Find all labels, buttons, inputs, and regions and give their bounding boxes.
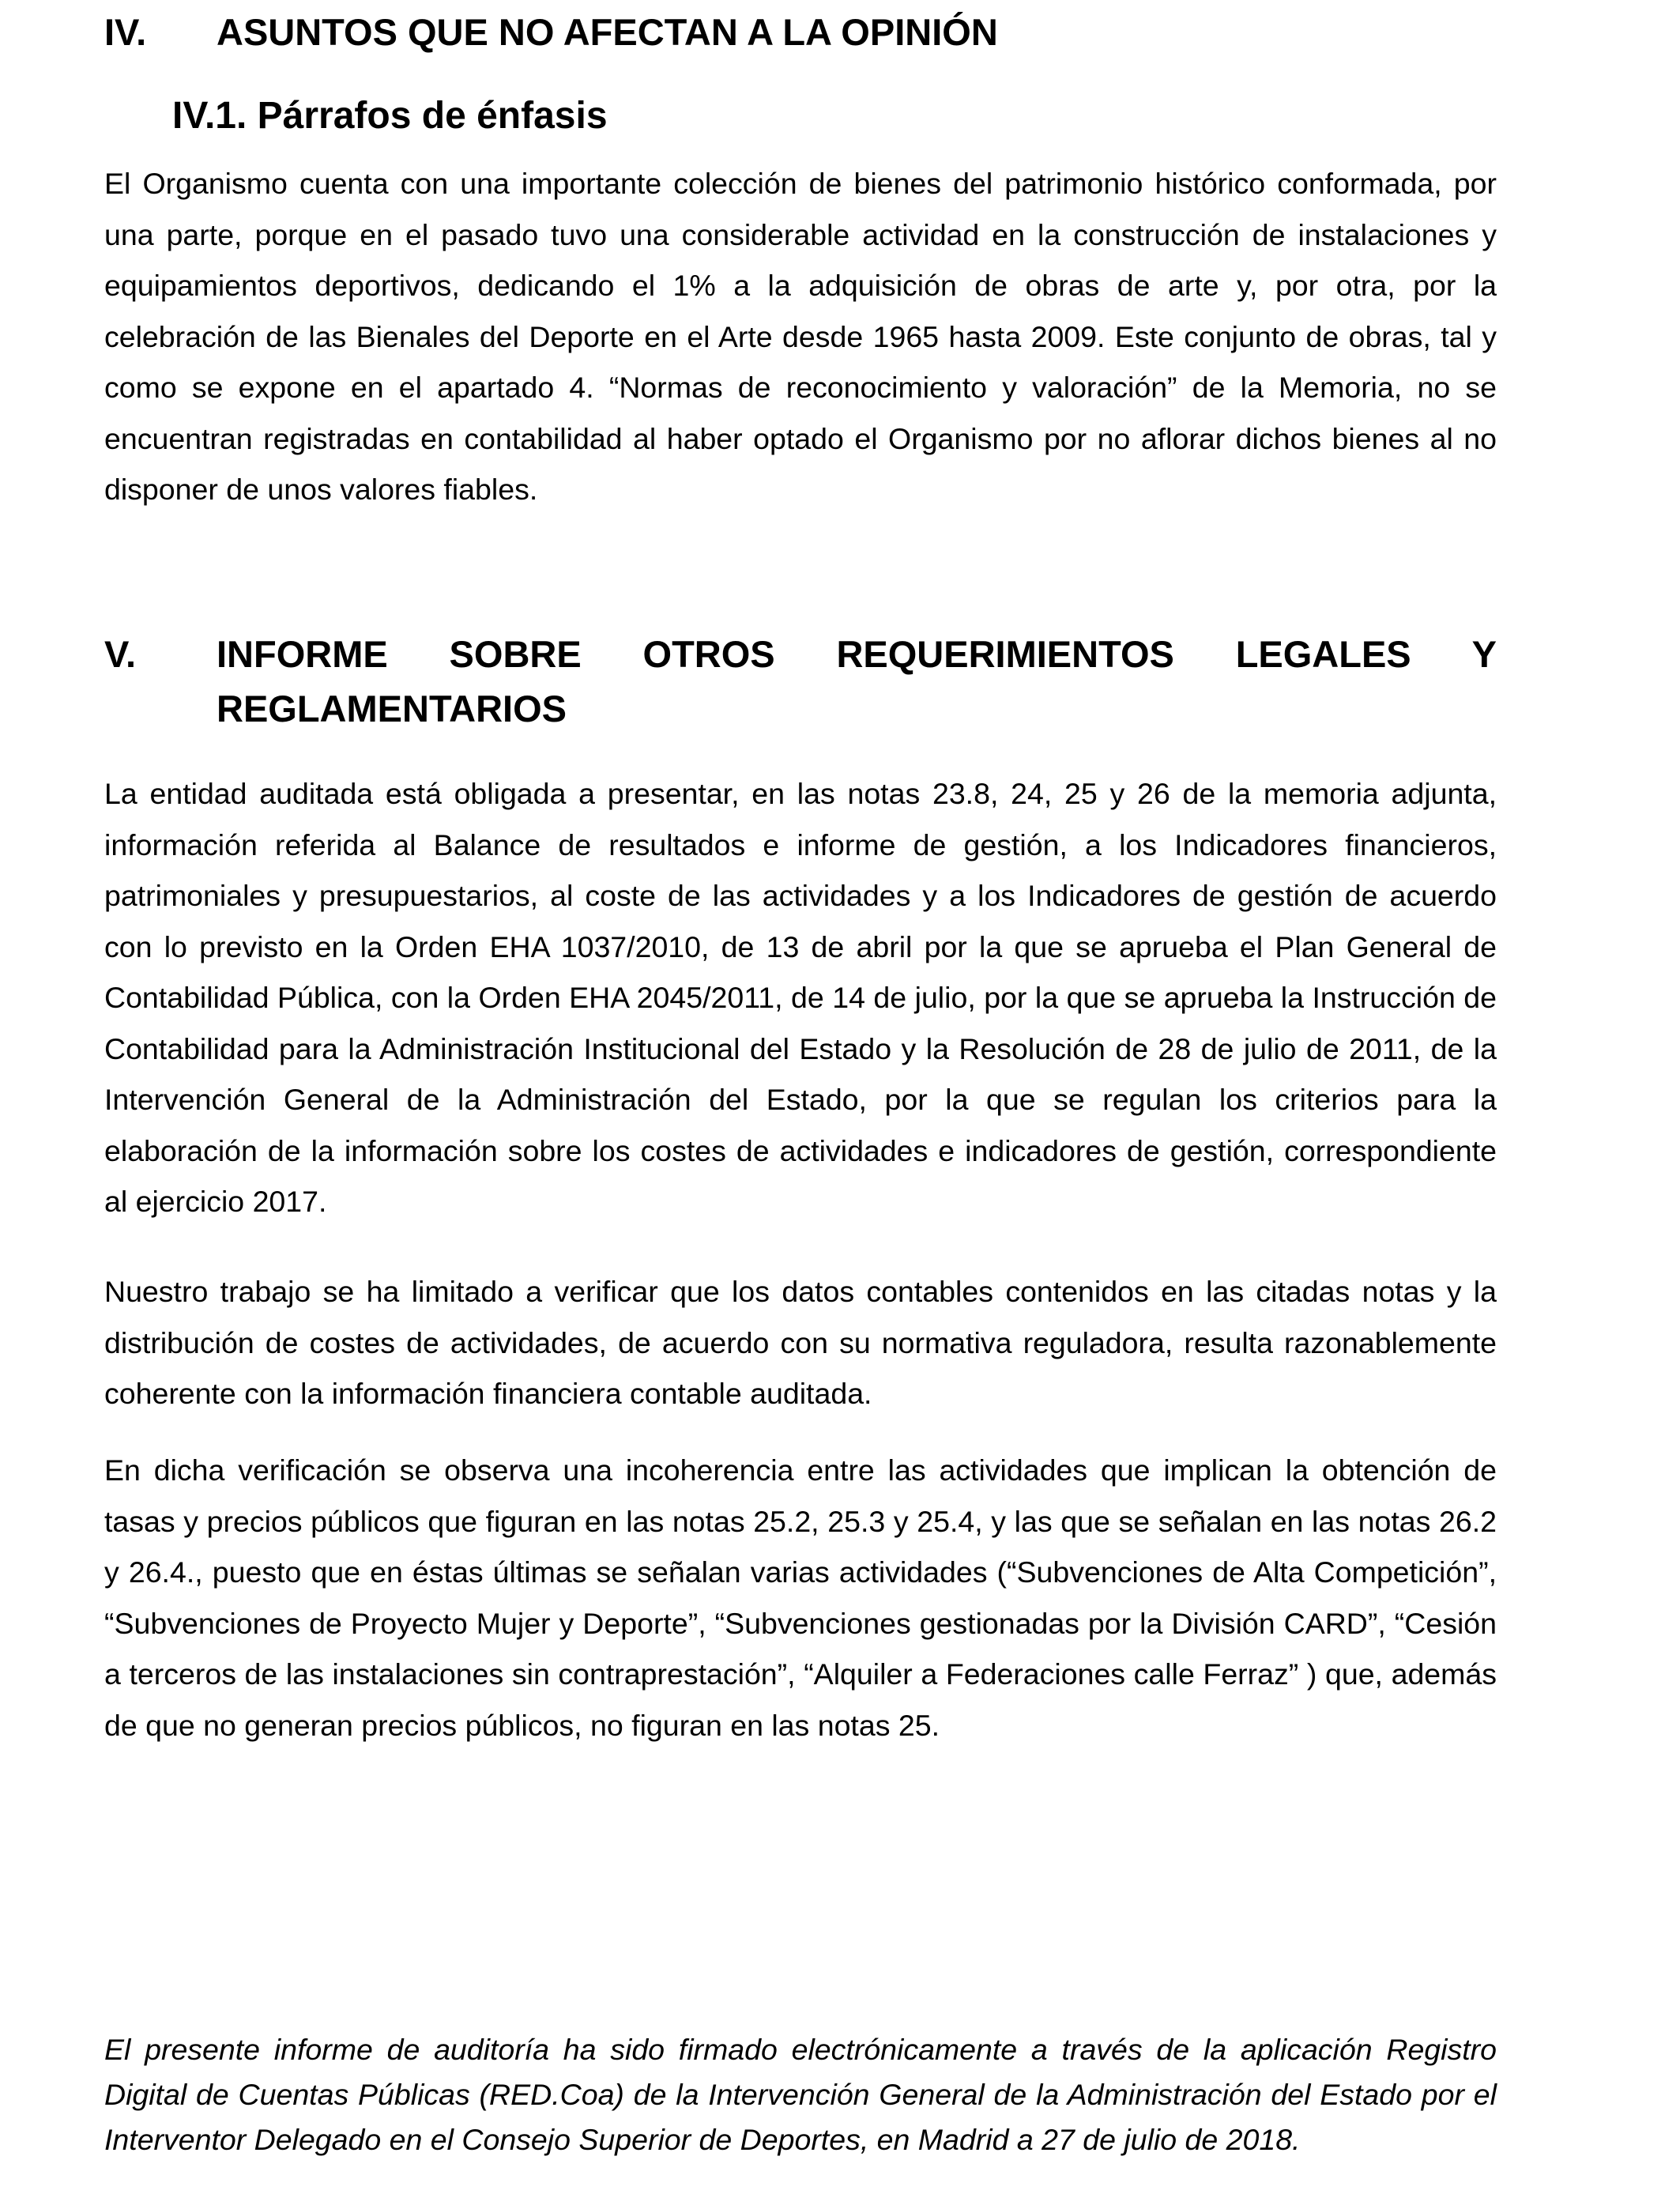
section-iv-title: ASUNTOS QUE NO AFECTAN A LA OPINIÓN [217, 11, 998, 53]
section-v-heading [104, 627, 1497, 682]
section-iv-heading [104, 5, 1497, 60]
signature-note: El presente informe de auditoría ha sido firmado electrónicamente a través de la aplicación Registro Digital de Cuentas Públicas (RED.Coa) de la Intervención General de la Administración del Estado por el Interventor Delegado en el Consejo Superior de Deportes, en Madrid a 27 de julio de 2018. [104, 2033, 1497, 2156]
section-iv-paragraph: El Organismo cuenta con una importante colección de bienes del patrimonio histórico conformada, por una parte, porque en el pasado tuvo una considerable actividad en la construcción de instalaciones y equipamientos deportivos, dedicando el 1% a la adquisición de obras de arte y, por otra, por la celebración de las Bienales del Deporte en el Arte desde 1965 hasta 2009. Este conjunto de obras, tal y como se expone en el apartado 4. “Normas de reconocimiento y valoración” de la Memoria, no se encuentran registradas en contabilidad al haber optado el Organismo por no aflorar dichos bienes al no disponer de unos valores fiables. [104, 167, 1497, 506]
section-iv-number: IV. [104, 11, 147, 53]
section-v-title-line1: INFORME SOBRE OTROS REQUERIMIENTOS LEGALES Y [217, 633, 1497, 675]
section-v-paragraph-3: En dicha verificación se observa una incoherencia entre las actividades que implican la obtención de tasas y precios públicos que figuran en las notas 25.2, 25.3 y 25.4, y las que se señalan en las notas 26.2 y 26.4., puesto que en éstas últimas se señalan varias actividades (“Subvenciones de Alta Competición”, “Subvenciones de Proyecto Mujer y Deporte”, “Subvenciones gestionadas por la División CARD”, “Cesión a terceros de las instalaciones sin contraprestación”, “Alquiler a Federaciones calle Ferraz” ) que, además de que no generan precios públicos, no figuran en las notas 25. [104, 1453, 1497, 1742]
subsection-iv-1-heading: IV.1. Párrafos de énfasis [172, 95, 608, 137]
section-v-number: V. [104, 633, 137, 675]
section-v-title-line2: REGLAMENTARIOS [217, 688, 567, 729]
section-v-heading-continued [104, 681, 1497, 737]
section-v-paragraph-1: La entidad auditada está obligada a presentar, en las notas 23.8, 24, 25 y 26 de la memoria adjunta, información referida al Balance de resultados e informe de gestión, a los Indicadores financieros, patrimoniales y presupuestarios, al coste de las actividades y a los Indicadores de gestión de acuerdo con lo previsto en la Orden EHA 1037/2010, de 13 de abril por la que se aprueba el Plan General de Contabilidad Pública, con la Orden EHA 2045/2011, de 14 de julio, por la que se aprueba la Instrucción de Contabilidad para la Administración Institucional del Estado y la Resolución de 28 de julio de 2011, de la Intervención General de la Administración del Estado, por la que se regulan los criterios para la elaboración de la información sobre los costes de actividades e indicadores de gestión, correspondiente al ejercicio 2017. [104, 777, 1497, 1218]
section-v-paragraph-2: Nuestro trabajo se ha limitado a verificar que los datos contables contenidos en las citadas notas y la distribución de costes de actividades, de acuerdo con su normativa reguladora, resulta razonablemente coherente con la información financiera contable auditada. [104, 1275, 1497, 1410]
